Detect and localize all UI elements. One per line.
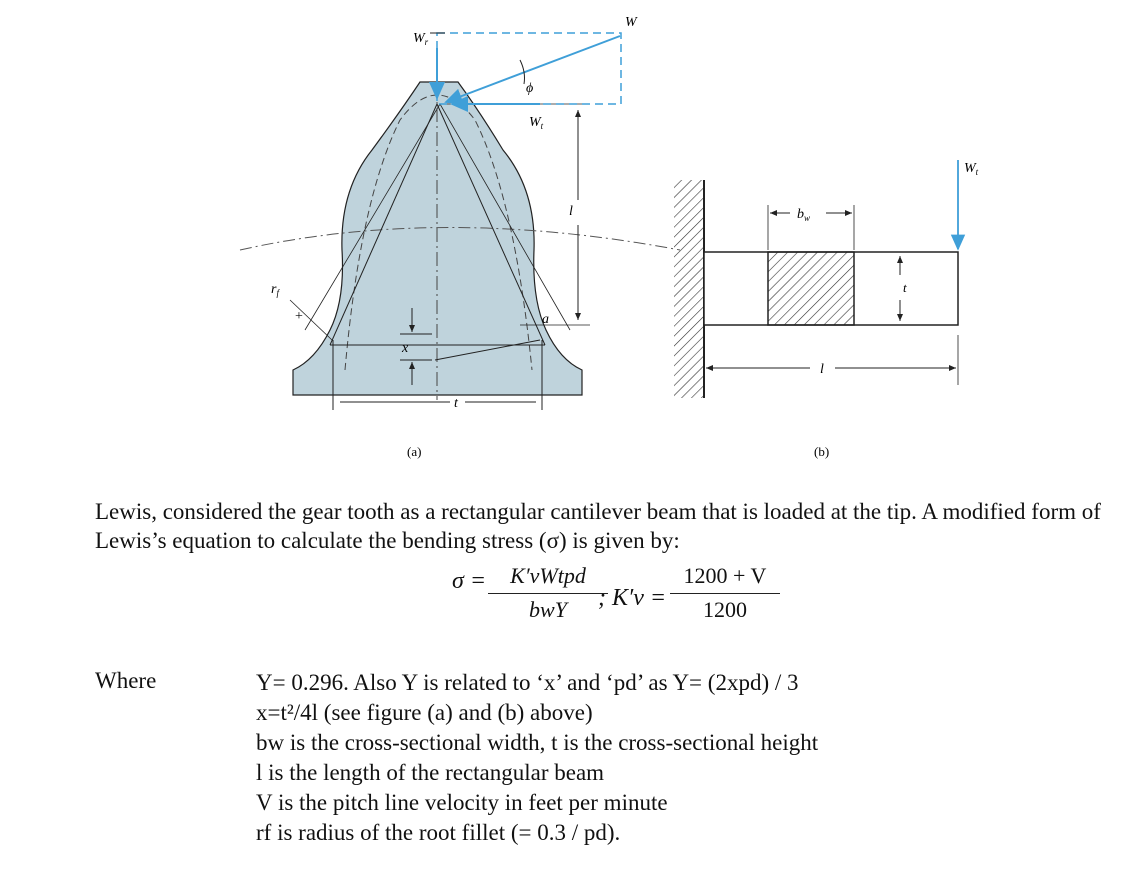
cross-section — [768, 252, 854, 325]
label-a: a — [542, 312, 549, 327]
definition-x: x=t²/4l (see figure (a) and (b) above) — [256, 700, 593, 725]
label-b-l: l — [820, 362, 824, 377]
caption-a: (a) — [407, 444, 422, 459]
intro-paragraph: Lewis, considered the gear tooth as a rectangular cantilever beam that is loaded at the tip. A modified form of Lewis’s equation to calculate the bending stress (σ) is given by: — [95, 499, 1101, 553]
label-l: l — [569, 204, 573, 219]
label-b-t: t — [903, 280, 907, 295]
wall-hatch — [674, 180, 704, 398]
label-wr: $W_r$ — [413, 31, 429, 47]
label-phi: ϕ — [526, 81, 534, 96]
equation-kv: ; K′v = — [598, 585, 667, 611]
where-label: Where — [95, 668, 157, 693]
caption-b: (b) — [814, 444, 830, 459]
definition-bw: bw is the cross-sectional width, t is the cross-sectional height — [256, 730, 819, 755]
figure-b — [674, 160, 979, 459]
eq-numerator-2: 1200 + V — [683, 563, 767, 588]
svg-text:+: + — [295, 309, 303, 324]
label-rf: $r_f$ — [271, 282, 279, 298]
definition-l: l is the length of the rectangular beam — [256, 760, 605, 785]
label-b-wt: $W_t$ — [964, 161, 979, 177]
definition-rf: rf is radius of the root fillet (= 0.3 / pd). — [256, 820, 621, 845]
eq-denominator-1: bwY — [529, 597, 567, 622]
label-w: W — [625, 15, 637, 30]
definition-y: Y= 0.296. Also Y is related to ‘x’ and ‘pd’ as Y= (2xpd) / 3 — [256, 670, 799, 695]
label-t: t — [454, 396, 458, 411]
equation-fraction-1 — [488, 563, 608, 623]
eq-numerator-1: K′vWtpd — [510, 563, 586, 588]
label-wt: $W_t$ — [529, 115, 544, 131]
definitions-list — [256, 668, 818, 848]
label-bw: $b_w$ — [797, 207, 811, 223]
label-x: x — [402, 341, 409, 356]
eq-denominator-2: 1200 — [703, 597, 747, 622]
figure-a — [240, 15, 680, 459]
definition-v: V is the pitch line velocity in feet per minute — [256, 790, 668, 815]
equation-sigma: σ = — [452, 568, 487, 594]
equation-fraction-2 — [670, 563, 780, 623]
